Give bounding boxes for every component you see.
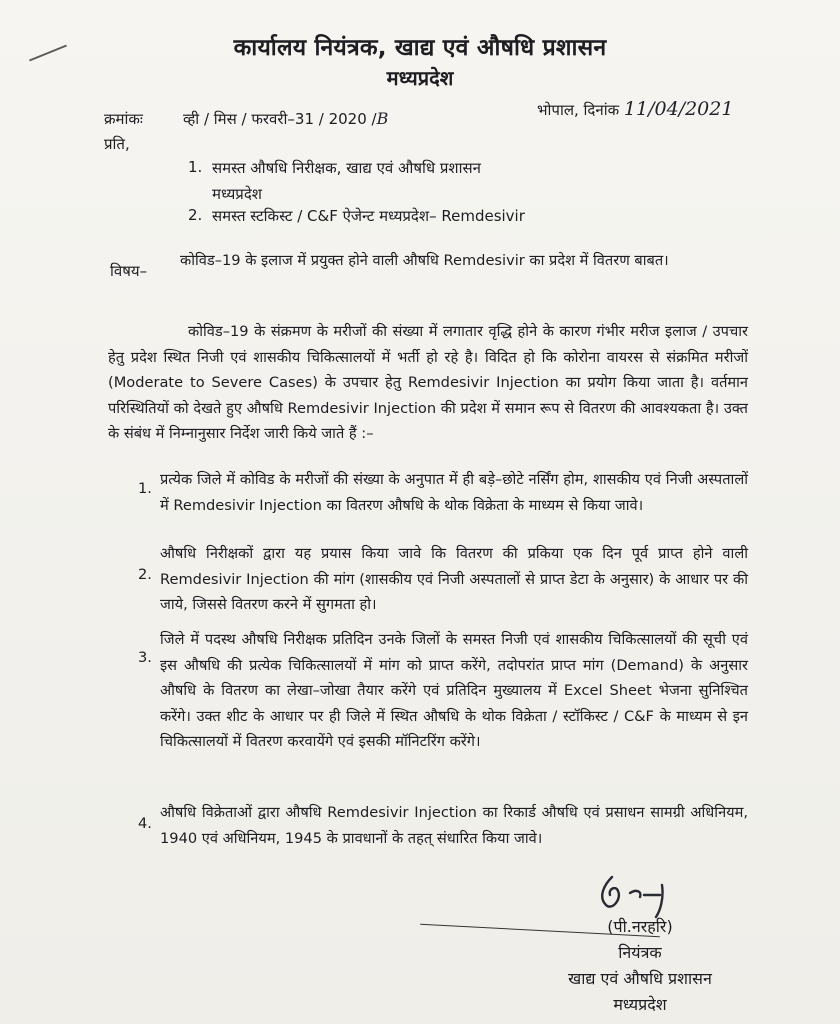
signatory-department: खाद्य एवं औषधि प्रशासन <box>568 969 712 988</box>
subject-text: कोविड–19 के इलाज में प्रयुक्त होने वाली औषधि Remdesivir का प्रदेश में वितरण बाबत। <box>180 252 669 269</box>
subject-label: विषय– <box>110 262 148 280</box>
point-1-text: प्रत्येक जिले में कोविड के मरीजों की संख्या के अनुपात में ही बड़े–छोटे नर्सिंग होम, शासकीय एवं निजी अस्पतालों में Remdesivir Injection का वितरण औषधि के थोक विक्रेता के माध्यम से किया जावे। <box>160 471 748 514</box>
recipient-1-number: 1. <box>188 158 203 176</box>
point-4-number: 4. <box>138 815 152 832</box>
reference-number: व्ही / मिस / फरवरी–31 / 2020 /B <box>183 109 389 128</box>
reference-handwritten-suffix: B <box>376 109 389 128</box>
recipient-2-number: 2. <box>188 206 203 224</box>
recipient-1-line2: मध्यप्रदेश <box>212 185 263 203</box>
place-date: भोपाल, दिनांक 11/04/2021 <box>537 98 734 120</box>
signatory-state: मध्यप्रदेश <box>613 995 667 1014</box>
point-2-text: औषधि निरीक्षकों द्वारा यह प्रयास किया जावे कि वितरण की प्रकिया एक दिन पूर्व प्राप्त होने वाली Remdesivir Injection की मांग (शासकीय एवं निजी अस्पतालों से प्राप्त डेटा के अनुसार) के आधार पर की जाये, जिससे वितरण करने में सुगमता हो। <box>160 545 748 613</box>
recipient-1-line1: समस्त औषधि निरीक्षक, खाद्य एवं औषधि प्रशासन <box>212 159 481 177</box>
point-3-text: जिले में पदस्थ औषधि निरीक्षक प्रतिदिन उनके जिलों के समस्त निजी एवं शासकीय चिकित्सालयों की सूची एवं इस औषधि की प्रत्येक चिकित्सालयों में मांग को प्राप्त करेंगे, तदोपरांत प्राप्त मांग (Demand) के अनुसार औषधि के वितरण का लेखा–जोखा तैयार करेंगे एवं प्रतिदिन मुख्यालय में Excel Sheet भेजना सुनिश्चित करेंगे। उक्त शीट के आधार पर ही जिले में स्थित औषधि के थोक विक्रेता / स्टॉकिस्ट / C&F के माध्यम से इन चिकित्सालयों में वितरण करवायेंगे एवं इसकी मॉनिटरिंग करेंगे। <box>160 631 748 750</box>
to-label: प्रति, <box>104 135 130 153</box>
recipient-2-line1: समस्त स्टकिस्ट / C&F ऐजेन्ट मध्यप्रदेश– Remdesivir <box>212 207 525 225</box>
intro-paragraph: कोविड–19 के संक्रमण के मरीजों की संख्या में लगातार वृद्धि होने के कारण गंभीर मरीज इलाज / उपचार हेतु प्रदेश स्थित निजी एवं शासकीय चिकित्सालयों में भर्ती हो रहे है। विदित हो कि कोरोना वायरस से संक्रमित मरीजों (Moderate to Severe Cases) के उपचार हेतु Remdesivir Injection का प्रयोग किया जाता है। वर्तमान परिस्थितियों को देखते हुए औषधि Remdesivir Injection की प्रदेश में समान रूप से वितरण की आवश्यकता है। उक्त के संबंध में निम्नानुसार निर्देश जारी किये जाते हैं :– <box>108 323 748 442</box>
point-2-number: 2. <box>138 566 152 583</box>
office-state: मध्यप्रदेश <box>386 66 454 90</box>
handwritten-date: 11/04/2021 <box>623 98 734 120</box>
point-1-number: 1. <box>138 480 152 497</box>
signatory-name: (पी.नरहरि) <box>607 917 673 936</box>
signatory-designation: नियंत्रक <box>618 943 662 962</box>
reference-label: क्रमांकः <box>104 110 143 128</box>
point-4-text: औषधि विक्रेताओं द्वारा औषधि Remdesivir Injection का रिकार्ड औषधि एवं प्रसाधन सामग्री अधिनियम, 1940 एवं अधिनियम, 1945 के प्रावधानों के तहत् संधारित किया जावे। <box>160 804 748 847</box>
point-3-number: 3. <box>138 649 152 666</box>
office-title: कार्यालय नियंत्रक, खाद्य एवं औषधि प्रशासन <box>233 35 607 61</box>
